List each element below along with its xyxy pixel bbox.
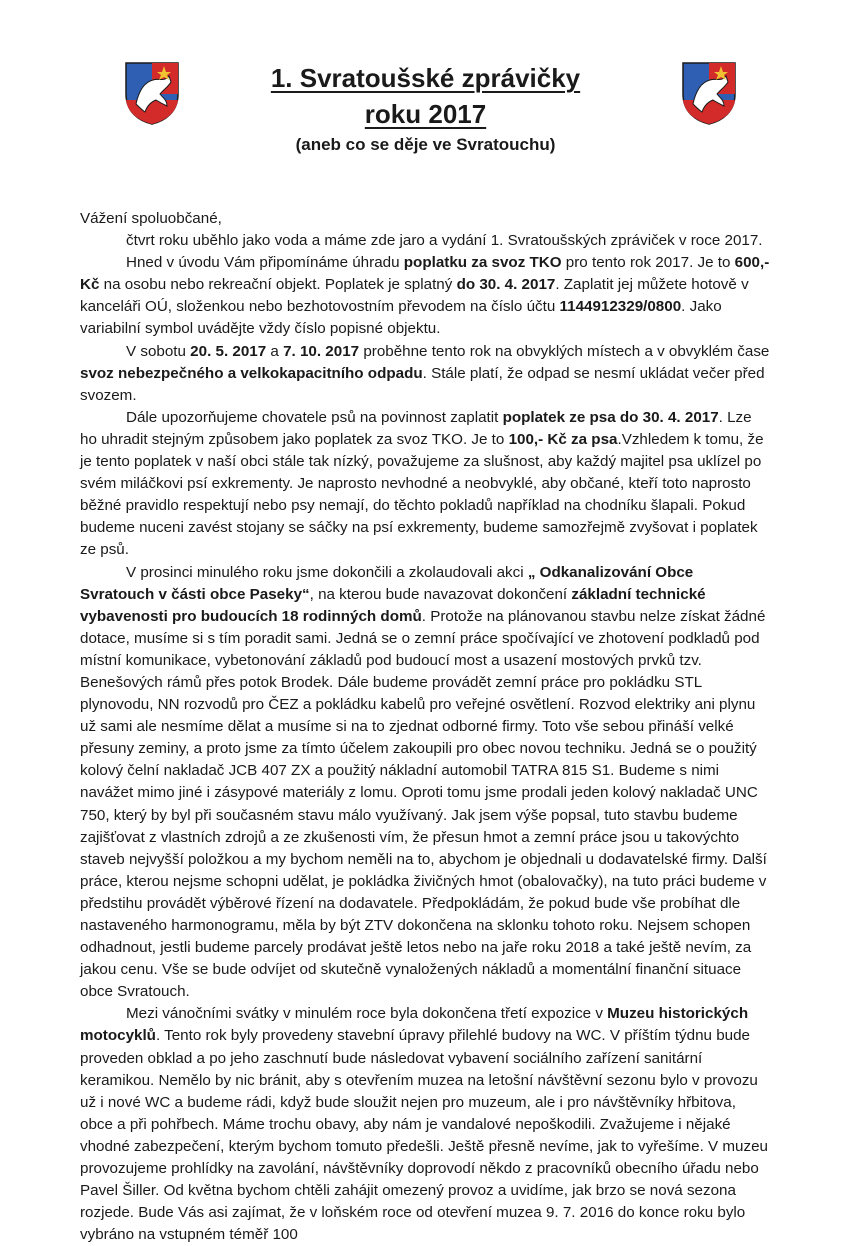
paragraph-dog-fee: Dále upozorňujeme chovatele psů na povinnost zaplatit poplatek ze psa do 30. 4. 2017. Lze ho uhradit stejným způsobem jako poplatek za svoz TKO. Je to 100,- Kč za psa.Vzhledem k tomu, že je tento poplatek v naší obci stále tak nízký, považujeme za slušnost, aby každý majitel psa uklízel po svém miláčkovi psí exkrementy. Je naprosto nevhodné a neobvyklé, aby občané, kteří toto naprosto běžné pravidlo respektují nebo psy nemají, do těchto pokladů například na chodníku šlapali. Pokud budeme nuceni zavést stojany se sáčky na psí exkrementy, budeme samozřejmě zvyšovat i poplatek ze psů. — [80, 408, 764, 559]
page-subtitle: (aneb co se děje ve Svratouchu) — [295, 135, 556, 154]
paragraph-hazardous-waste: V sobotu 20. 5. 2017 a 7. 10. 2017 proběhne tento rok na obvyklých místech a v obvyklém čase svoz nebezpečného a velkokapacitního odpadu. Stále platí, že odpad se nesmí ukládat večer před svozem. — [80, 342, 770, 404]
paragraph-intro: čtvrt roku uběhlo jako voda a máme zde jaro a vydání 1. Svratoušských zpráviček v roce 2017. — [126, 232, 763, 250]
salutation: Vážení spoluobčané, — [80, 210, 222, 227]
paragraph-waste-fee: Hned v úvodu Vám připomínáme úhradu poplatku za svoz TKO pro tento rok 2017. Je to 600,- Kč na osobu nebo rekreační objekt. Poplatek je splatný do 30. 4. 2017. Zaplatit jej můžete hotově v kanceláři OÚ, složenkou nebo bezhotovostním převodem na číslo účtu 1144912329/0800. Jako variabilní symbol uvádějte vždy číslo popisné objektu. — [80, 254, 770, 338]
page-title: 1. Svratoušské zprávičky — [270, 63, 581, 93]
paragraph-museum: Mezi vánočními svátky v minulém roce byla dokončena třetí expozice v Muzeu historických motocyklů. Tento rok byly provedeny stavební úpravy přilehlé budovy na WC. V příštím týdnu bude proveden obklad a po jeho zaschnutí bude následovat vybavení sociálního zařízení sanitární keramikou. Nemělo by nic bránit, aby s otevřením muzea na letošní návštěvní sezonu bylo v provozu už i nové WC a budeme rádi, když bude sloužit nejen pro muzeum, ale i pro návštěvníky hřbitova, obce a při pohřbech. Máme trochu obavy, aby nám je vandalové nepoškodili. Zvažujeme i nějaké vhodné zabezpečení, kterým bychom tomuto předešli. Ještě přesně nevíme, jak to vyřešíme. V muzeu provozujeme prohlídky na zavolání, návštěvníky doprovodí někdo z pracovníků obecního úřadu nebo Pavel Šiller. Od května bychom chtěli zahájit omezený provoz a uvidíme, jak brzo se nová sezona rozjede. Bude Vás asi zajímat, že v loňském roce od otevření muzea 9. 7. 2016 do konce roku bylo vybráno na vstupném téměř 100 — [80, 1005, 768, 1244]
page-title-line2: roku 2017 — [364, 99, 487, 129]
letter-body — [80, 208, 770, 1246]
paragraph-sewerage: V prosinci minulého roku jsme dokončili a zkolaudovali akci „ Odkanalizování Obce Svratouch v části obce Paseky“, na kterou bude navazovat dokončení základní technické vybavenosti pro budoucích 18 rodinných domů. Protože na plánovanou stavbu nelze získat žádné dotace, musíme si s tím poradit sami. Jedná se o zemní práce spočívající ve zhotovení podkladů pod místní komunikace, vybetonování základů pod budoucí most a usazení mostových prvků tzv. Benešových rámů přes potok Brodek. Dále budeme provádět zemní práce pro pokládku STL plynovodu, NN rozvodů pro ČEZ a pokládku kabelů pro veřejné osvětlení. Rozvod elektriky ani plynu už sami ale nesmíme dělat a musíme si na to zjednat odborné firmy. Toto vše sebou přináší velké přesuny zeminy, a proto jsme za tímto účelem zakoupili pro obec novou techniku. Jedná se o použitý kolový čelní nakladač JCB 407 ZX a použitý nákladní automobil TATRA 815 S1. Budeme s nimi navážet mimo jiné i zásypové materiály z lomu. Oproti tomu jsme prodali jeden kolový nakladač UNC 750, který by byl při současném stavu málo využívaný. Jak jsem výše popsal, tuto stavbu budeme zajišťovat z vlastních zdrojů a ze zkušenosti vím, že přesun hmot a zemní práce jsou u takovýchto staveb nejvyšší položkou a my bychom neměli na to, abychom je objednali u dodavatelské firmy. Další práce, kterou nejsme schopni udělat, je pokládka živičných hmot (obalovačky), na tuto práci budeme v předstihu provádět výběrové řízení na dodavatele. Předpokládám, že pokud bude vše probíhat dle nastaveného harmonogramu, měla by být ZTV dokončena na sklonku tohoto roku. Nejsem schopen odhadnout, jestli budeme parcely prodávat ještě letos nebo na jaře roku 2018 a také ještě nevím, za jakou cenu. Vše se bude odvíjet od skutečně vynaložených nákladů a momentální finanční situace obce Svratouch. — [80, 563, 767, 1001]
